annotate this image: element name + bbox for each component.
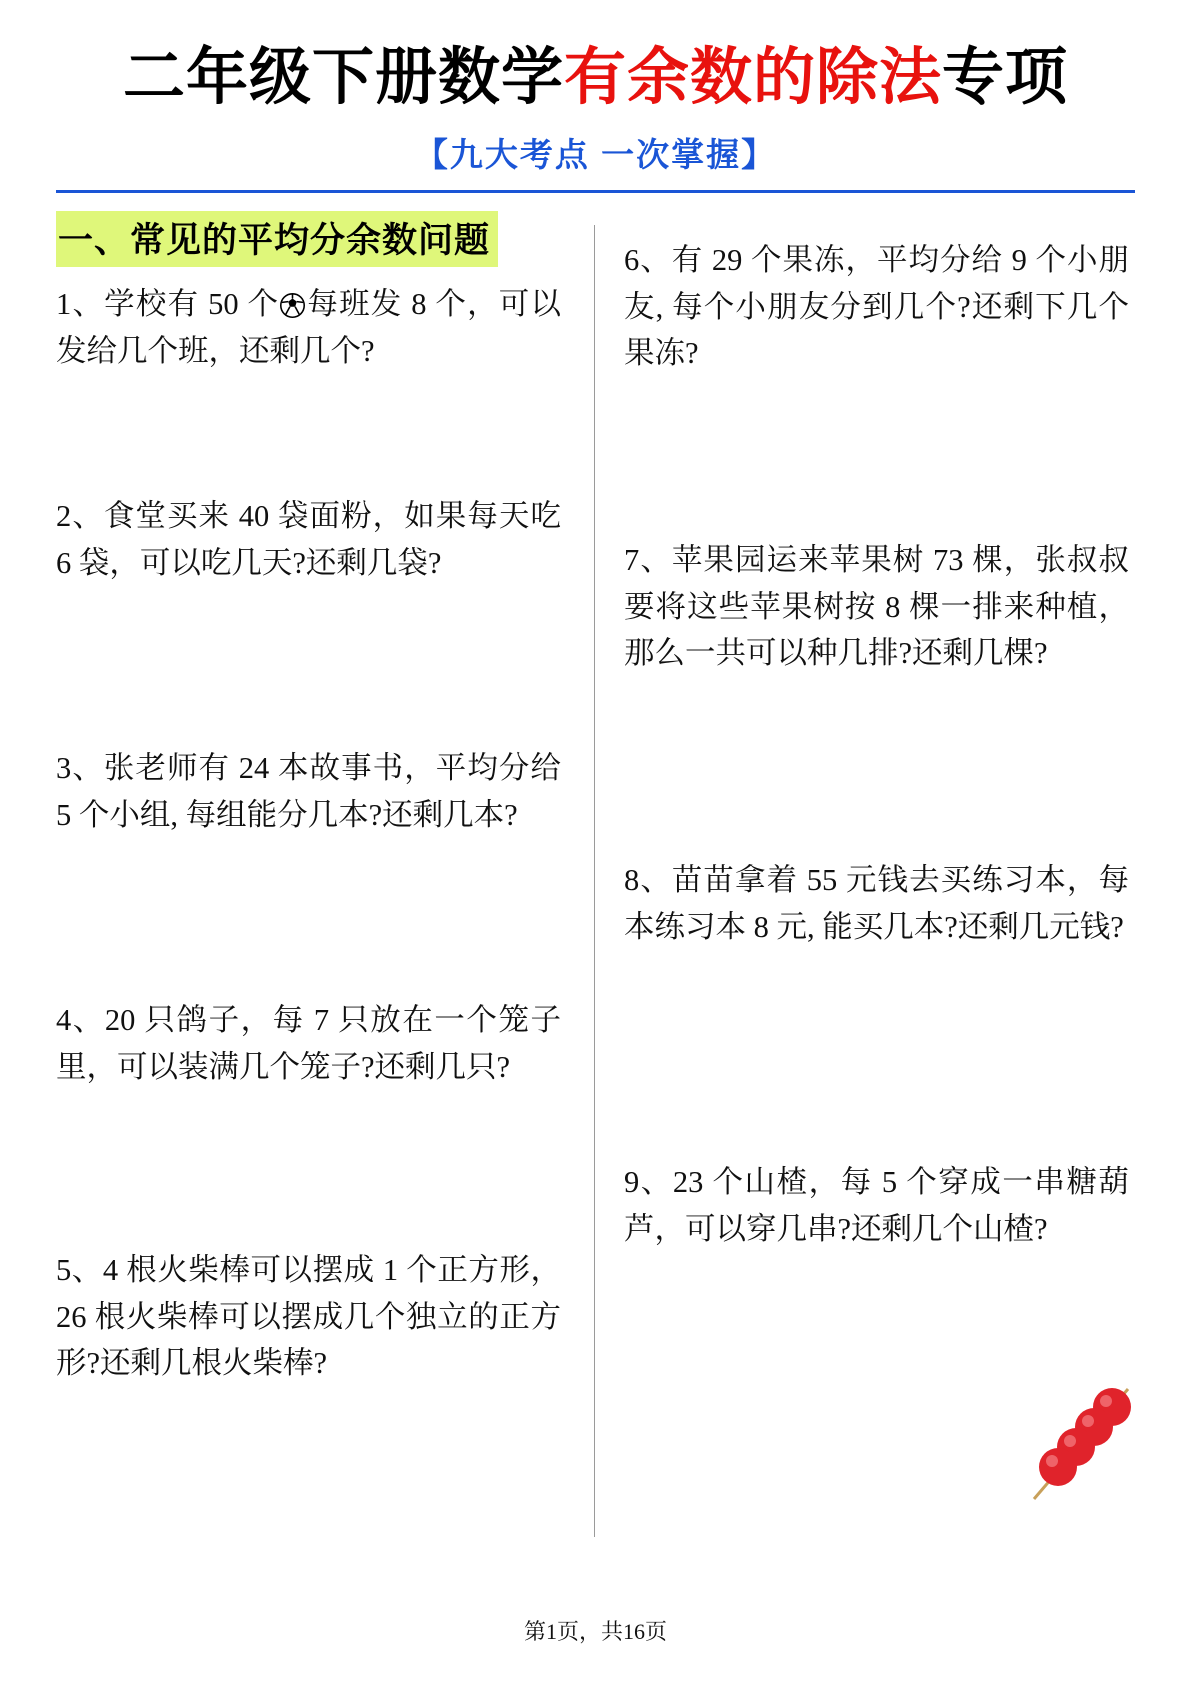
header-divider	[56, 190, 1135, 193]
question-item: 7、苹果园运来苹果树 73 棵，张叔叔要将这些苹果树按 8 棵一排来种植，那么一共可以种几排?还剩几棵?	[624, 543, 1129, 671]
page-subtitle: 【九大考点 一次掌握】	[414, 136, 777, 174]
question-item: 8、苗苗拿着 55 元钱去买练习本，每本练习本 8 元, 能买几本?还剩几元钱?	[624, 863, 1129, 944]
page-title	[54, 42, 1137, 113]
column-divider	[594, 225, 595, 1537]
right-column	[624, 211, 1129, 1279]
question-item: 5、4 根火柴棒可以摆成 1 个正方形，26 根火柴棒可以摆成几个独立的正方形?还剩几根火柴棒?	[56, 1253, 561, 1381]
section-heading: 一、常见的平均分余数问题	[56, 211, 498, 267]
q1-text-after: 每班发 8 个，可以发给几个班，还剩几个?	[56, 287, 562, 368]
question-item: 4、20 只鸽子，每 7 只放在一个笼子里，可以装满几个笼子?还剩几只?	[56, 1003, 561, 1084]
question-item	[56, 281, 561, 493]
soccer-ball-icon	[280, 285, 305, 310]
left-column	[56, 211, 561, 1407]
question-item: 3、张老师有 24 本故事书，平均分给 5 个小组, 每组能分几本?还剩几本?	[56, 751, 561, 832]
title-part2: 专项	[942, 43, 1069, 112]
question-item: 2、食堂买来 40 袋面粉，如果每天吃 6 袋，可以吃几天?还剩几袋?	[56, 499, 561, 580]
page-footer: 第1页，共16页	[523, 1619, 667, 1644]
q1-text-before: 1、学校有 50 个	[56, 287, 280, 322]
question-item: 6、有 29 个果冻，平均分给 9 个小朋友, 每个小朋友分到几个?还剩下几个果冻?	[624, 243, 1129, 371]
title-highlight: 有余数的除法	[563, 43, 942, 112]
title-part1: 二年级下册数学	[122, 43, 564, 112]
question-item: 9、23 个山楂，每 5 个穿成一串糖葫芦，可以穿几串?还剩几个山楂?	[624, 1165, 1129, 1246]
questions-columns	[54, 211, 1137, 1551]
candied-hawthorn-icon	[1016, 1371, 1146, 1521]
